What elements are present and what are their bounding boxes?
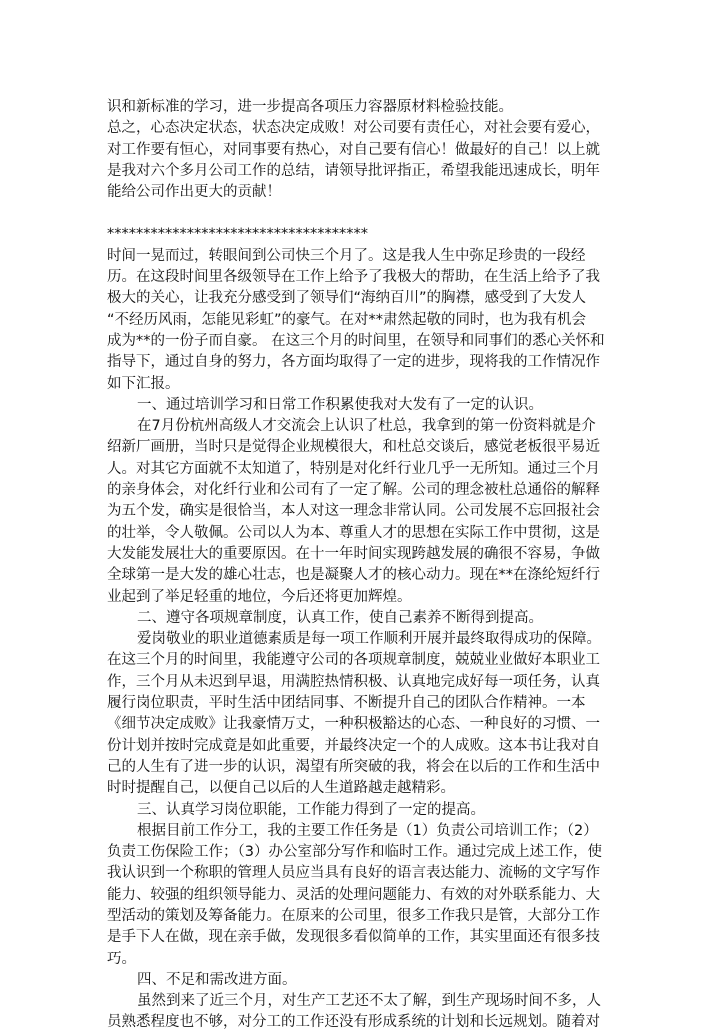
text-line: 绍新厂画册，当时只是觉得企业规模很大，和杜总交谈后，感觉老板很平易近 [107, 439, 600, 456]
text-line: 是我对六个多月公司工作的总结，请领导批评指正，希望我能迅速成长，明年 [107, 162, 600, 179]
text-line: 巧。 [107, 950, 136, 967]
text-line: 《细节决定成败》让我豪情万丈，一种积极豁达的心态、一种良好的习惯、一 [107, 716, 600, 733]
text-line: 的亲身体会，对化纤行业和公司有了一定了解。公司的理念被杜总通俗的解释 [107, 482, 600, 499]
text-line: “不经历风雨，怎能见彩虹”的豪气。在对**肃然起敬的同时，也为我有机会 [107, 311, 587, 328]
text-line: 时时提醒自己，以便自己以后的人生道路越走越精彩。 [107, 780, 455, 797]
text-line: 爱岗敬业的职业道德素质是每一项工作顺利开展并最终取得成功的保障。 [137, 631, 601, 648]
text-line: 三、认真学习岗位职能，工作能力得到了一定的提高。 [137, 801, 485, 818]
text-line: 大发能发展壮大的重要原因。在十一年时间实现跨越发展的确很不容易，争做 [107, 545, 600, 562]
text-line: 成为**的一份子而自豪。 在这三个月的时间里，在领导和同事们的悉心关怀和 [107, 332, 605, 349]
text-line: 在7月份杭州高级人才交流会上认识了杜总，我拿到的第一份资料就是介 [137, 418, 596, 435]
text-line: 如下汇报。 [107, 375, 180, 392]
document-page [107, 97, 625, 1034]
text-line: 是手下人在做，现在亲手做，发现很多看似简单的工作，其实里面还有很多技 [107, 929, 600, 946]
text-line: 型活动的策划及筹备能力。在原来的公司里，很多工作我只是管，大部分工作 [107, 907, 600, 924]
text-line: 能力、较强的组织领导能力、灵活的处理问题能力、有效的对外联系能力、大 [107, 886, 600, 903]
text-line: 履行岗位职责，平时生活中团结同事、不断提升自己的团队合作精神。一本 [107, 695, 586, 712]
text-line: 在这三个月的时间里，我能遵守公司的各项规章制度，兢兢业业做好本职业工 [107, 652, 600, 669]
separator-stars: ************************************ [107, 226, 368, 243]
text-line: 己的人生有了进一步的认识，渴望有所突破的我，将会在以后的工作和生活中 [107, 758, 600, 775]
text-line: 人。对其它方面就不太知道了，特别是对化纤行业几乎一无所知。通过三个月 [107, 460, 600, 477]
text-line: 时间一晃而过，转眼间到公司快三个月了。这是我人生中弥足珍贵的一段经 [107, 247, 586, 264]
text-line: 虽然到来了近三个月，对生产工艺还不太了解，到生产现场时间不多，人 [137, 993, 601, 1010]
text-line: 对工作要有恒心，对同事要有热心，对自己要有信心！做最好的自己！以上就 [107, 141, 600, 158]
text-line: 根据目前工作分工，我的主要工作任务是（1）负责公司培训工作；（2） [137, 822, 598, 839]
text-line: 四、不足和需改进方面。 [137, 971, 297, 988]
text-line: 二、遵守各项规章制度，认真工作，使自己素养不断得到提高。 [137, 609, 543, 626]
text-line: 为五个发，确实是很恰当，本人对这一理念非常认同。公司发展不忘回报社会 [107, 503, 600, 520]
blank-line [107, 203, 625, 224]
text-line: 一、通过培训学习和日常工作积累使我对大发有了一定的认识。 [137, 396, 543, 413]
text-line: 全球第一是大发的雄心壮志，也是凝聚人才的核心动力。现在**在涤纶短纤行 [107, 567, 600, 584]
text-line: 份计划并按时完成竟是如此重要，并最终决定一个的人成败。这本书让我对自 [107, 737, 600, 754]
text-line: 负责工伤保险工作；（3）办公室部分写作和临时工作。通过完成上述工作，使 [107, 844, 602, 861]
text-line: 极大的关心，让我充分感受到了领导们“海纳百川”的胸襟，感受到了大发人 [107, 290, 587, 307]
text-line: 业起到了举足轻重的地位，今后还将更加辉煌。 [107, 588, 412, 605]
text-line: 总之，心态决定状态，状态决定成败！对公司要有责任心，对社会要有爱心， [107, 120, 600, 137]
text-line: 指导下，通过自身的努力，各方面均取得了一定的进步，现将我的工作情况作 [107, 354, 600, 371]
text-line: 的壮举，令人敬佩。公司以人为本、尊重人才的思想在实际工作中贯彻，这是 [107, 524, 600, 541]
text-line: 员熟悉程度也不够，对分工的工作还没有形成系统的计划和长远规划。随着对 [107, 1014, 600, 1031]
text-line: 识和新标准的学习，进一步提高各项压力容器原材料检验技能。 [107, 99, 513, 115]
text-line: 能给公司作出更大的贡献！ [107, 184, 281, 201]
text-line: 作，三个月从未迟到早退，用满腔热情积极、认真地完成好每一项任务，认真 [107, 673, 600, 690]
text-line: 我认识到一个称职的管理人员应当具有良好的语言表达能力、流畅的文字写作 [107, 865, 600, 882]
text-line: 历。在这段时间里各级领导在工作上给予了我极大的帮助，在生活上给予了我 [107, 269, 600, 286]
